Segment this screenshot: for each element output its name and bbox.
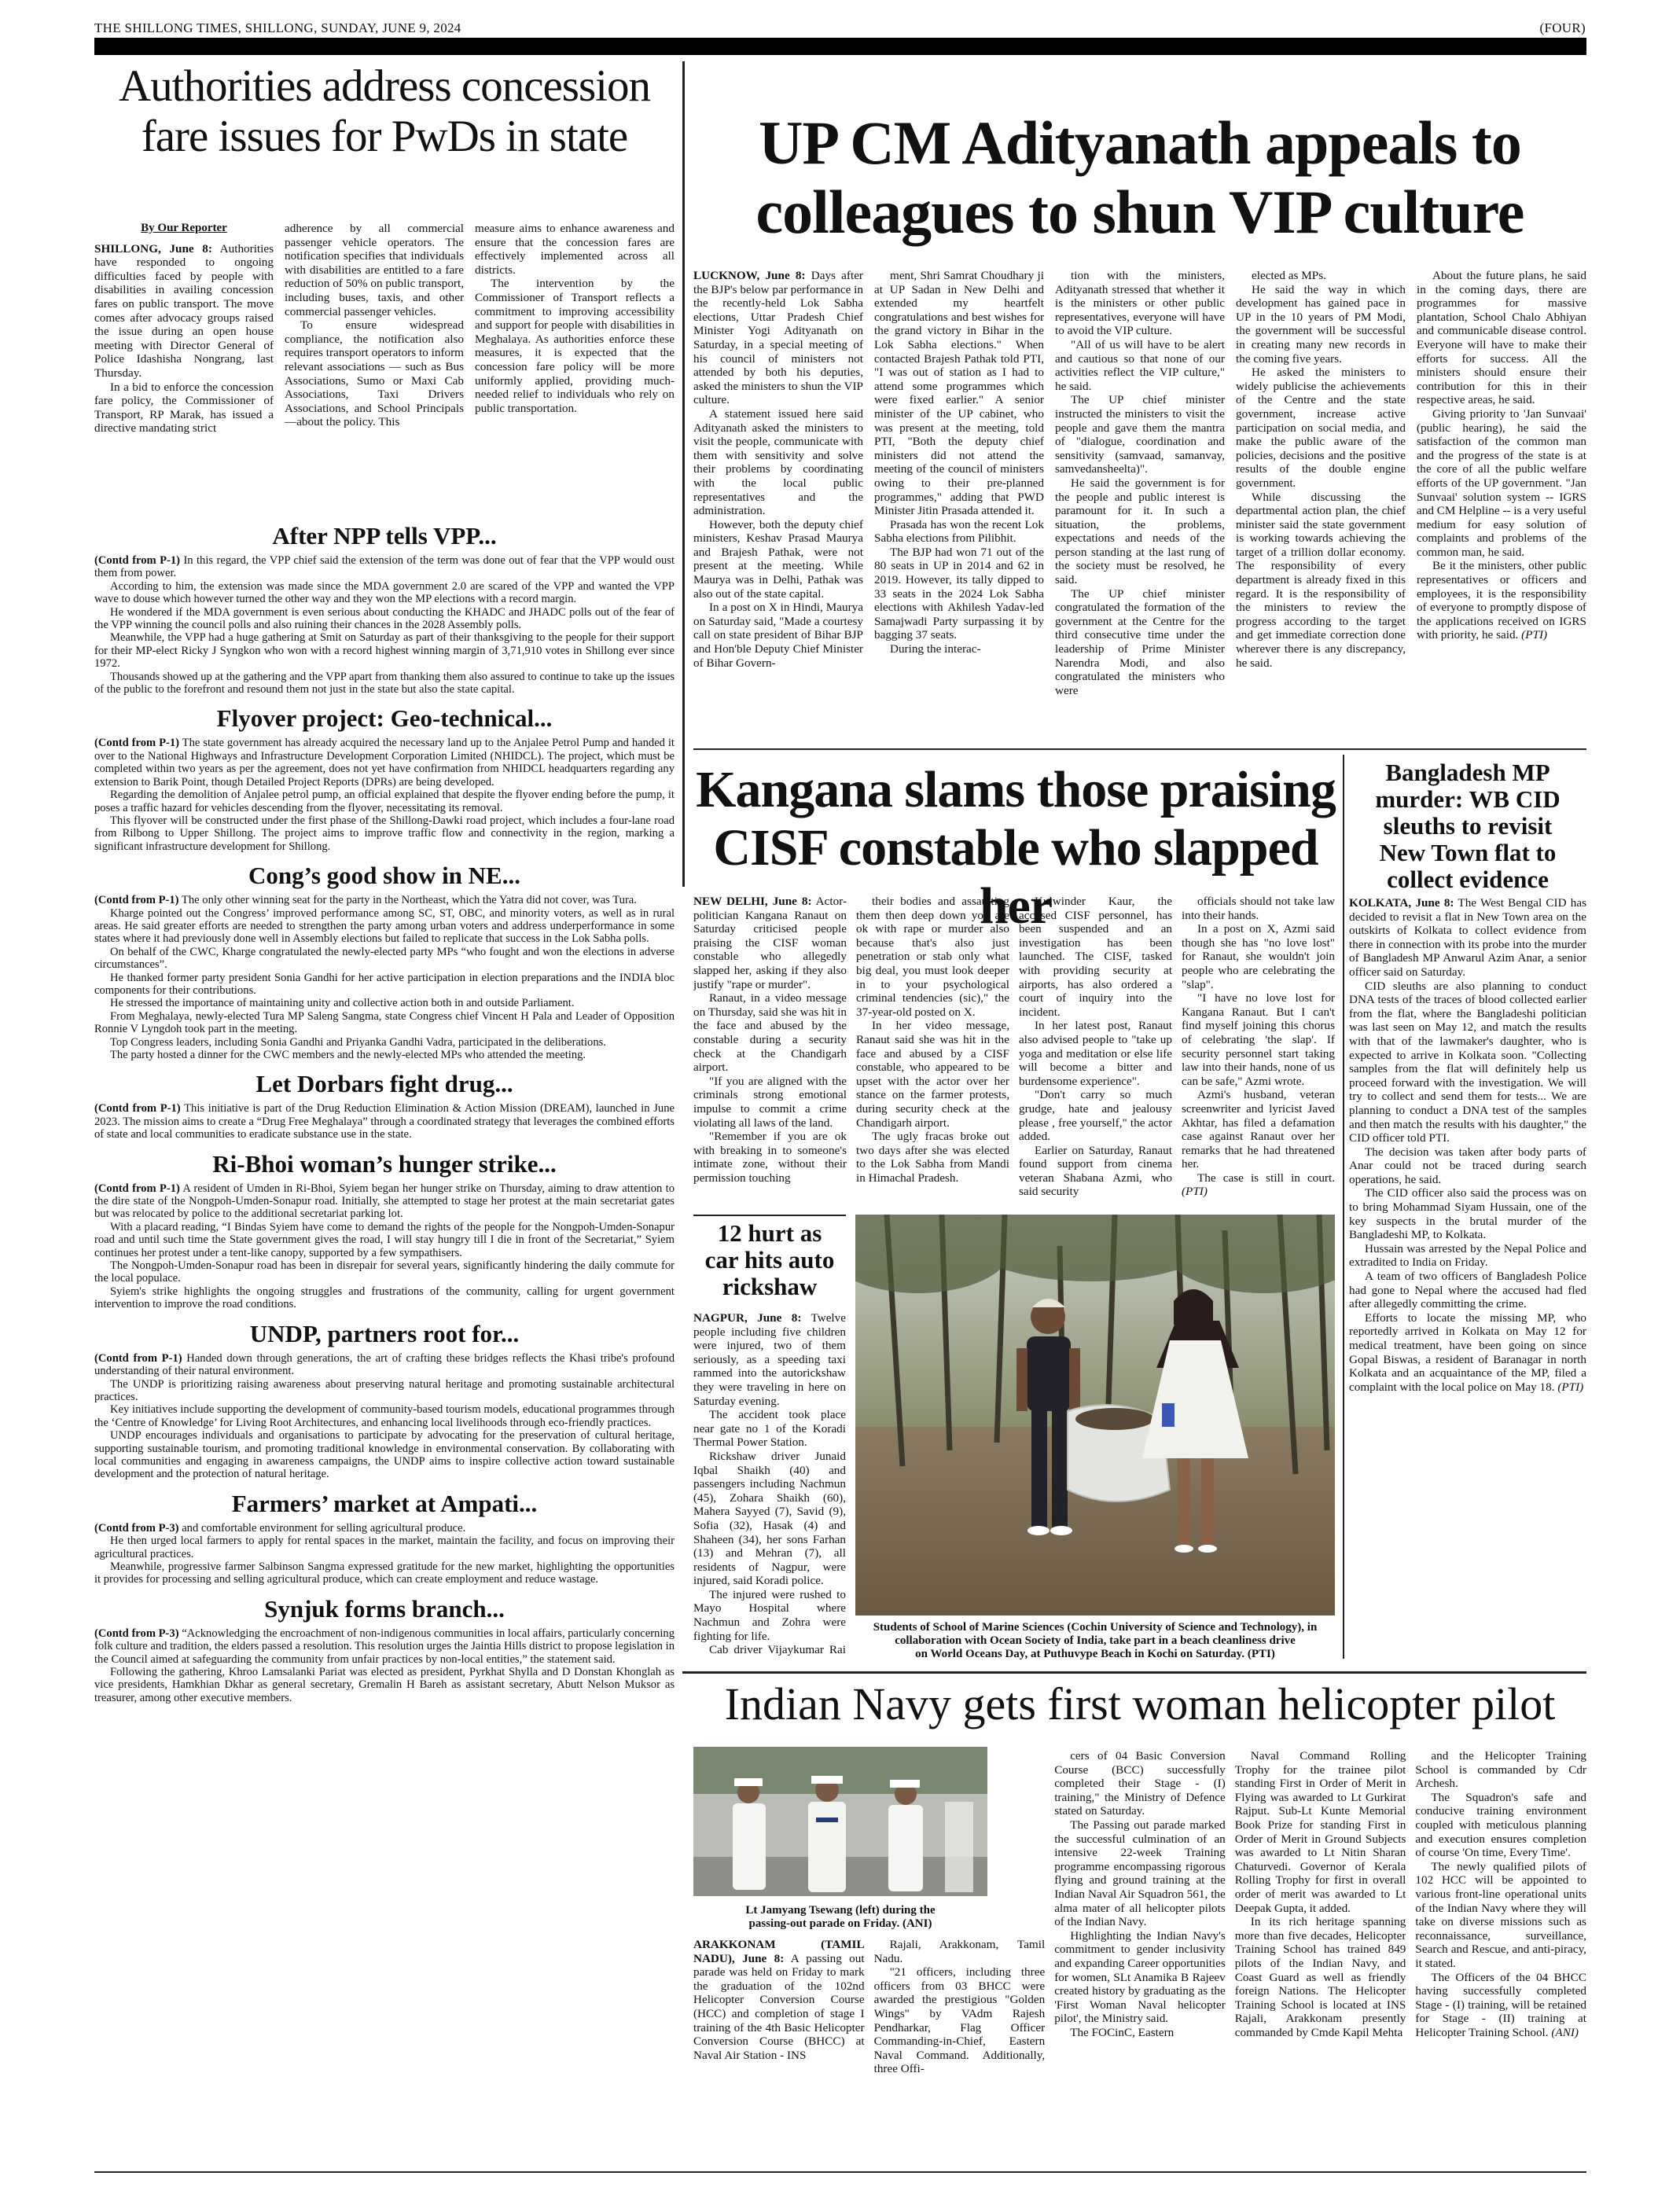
paragraph: [1055, 587, 1225, 698]
paragraph: [94, 1102, 675, 1141]
paragraph-text: adherence by all commercial passenger vehicle operators. The notification specifies that individuals with disabilities are entitled to a fare reduction of 50% on public transport, including buses, taxis, and other commercial passenger vehicles.: [285, 222, 464, 318]
paragraph-text: A resident of Umden in Ri-Bhoi, Syiem began her hunger strike on Thursday, aiming to draw attention to the dire state of the Nongpoh-Umden-Sonapur road. Initially, she attempted to stage her protest at the main secretariat gates but was relocated by police to the additional secretariat parking lot.: [94, 1182, 675, 1221]
continuation-marker: (Contd from P-1): [94, 1182, 180, 1195]
paragraph-text: and comfortable environment for selling agricultural produce.: [178, 1521, 466, 1535]
paragraph: [1236, 269, 1406, 283]
paragraph-text: He said the way in which development has gained pace in UP in the 10 years of PM Modi, the government will be successful in creating many new records in the coming five years.: [1236, 282, 1406, 366]
paragraph: [1349, 1311, 1586, 1395]
headline-line-2: fare issues for PwDs in state: [141, 112, 628, 161]
agency-credit: (ANI): [1548, 2025, 1579, 2039]
paragraph: [475, 277, 675, 415]
folio-line: [94, 20, 1586, 39]
story-up-cm-headline: [693, 108, 1586, 247]
paragraph: [1019, 1144, 1172, 1199]
continuation-heading: UNDP, partners root for...: [249, 1319, 520, 1347]
navy-parade-photo: [693, 1747, 987, 1896]
paragraph: [874, 642, 1044, 656]
paragraph-text: According to him, the extension was made since the MDA government 2.0 are scared of the VPP and wanted the VPP wave to douse which however turned the other way and they won the MP elections with a record margin.: [94, 579, 675, 606]
paragraph: [1417, 407, 1586, 560]
paragraph: [856, 895, 1009, 1019]
paragraph-text: their bodies and assaulting them then deep down you are ok with rape or murder also because that's also just penetration or stab only what big deal, you must look deeper in to your psychological criminal tendencies (sic)," the 37-year-old posted on X.: [856, 895, 1009, 1019]
paragraph-text: "If you are aligned with the criminals strong emotional impulse to commit a crime violating all laws of the land.: [693, 1074, 847, 1130]
paragraph-text: The intervention by the Commissioner of Transport reflects a commitment to improving accessibility and support for people with disabilities in Meghalaya. As authorities enforce these measures, it is expected that the concession fare policy will be more uniformly applied, providing much-needed relief to individuals who rely on public transportation.: [475, 277, 675, 415]
paragraph-text: In a bid to enforce the concession fare policy, the Commissioner of Transport, RP Marak, has issued a directive mandating strict: [94, 380, 274, 436]
text-column: [856, 895, 1009, 1209]
paragraph-text: Key initiatives include supporting the development of community-based tourism models, educational programmes through the ‘Centre of Knowledge’ for Living Root Architectures, and enhancing local livelihoods through eco-friendly practices.: [94, 1403, 675, 1429]
headline-line-2: CISF constable who slapped her: [713, 819, 1318, 935]
paragraph-text: Twelve people including five children were injured, two of them seriously, as a speeding taxi rammed into the autorickshaw they were traveling in here on Saturday evening.: [693, 1311, 846, 1408]
paragraph: [1054, 2026, 1226, 2040]
paragraph: [1349, 1186, 1586, 1241]
column-divider: [682, 61, 685, 887]
paragraph: [693, 991, 847, 1075]
paragraph: [1054, 1749, 1226, 1818]
paragraph: [94, 1182, 675, 1221]
agency-credit: (PTI): [1518, 628, 1548, 642]
paragraph-text: “Acknowledging the encroachment of non-indigenous communities in local affairs, particularly concerning folk culture and tradition, the elders passed a resolution. This resolution urges the Jaintia Hills district to propose legislation in the Council aimed at safeguarding the community from unfair practices by non-local entities,” the statement said.: [94, 1626, 675, 1666]
paragraph-text: The party hosted a dinner for the CWC members and the newly-elected MPs who attended the meeting.: [110, 1049, 586, 1061]
paragraph-text: Hussain was arrested by the Nepal Police and extradited to India on Friday.: [1349, 1241, 1586, 1270]
paragraph-text: The case is still in court.: [1197, 1171, 1335, 1185]
paragraph-text: The state government has already acquired the necessary land up to the Anjalee Petrol Pump and handed it over to the National Highways and Infrastructure Development Corporation Limited (NHIDCL). The project, which must be completed within two years as per the agreement, does not yet have confirmation from NHIDCL headquarters regarding any extension to Barik Point, though Detailed Project Reports (DPRs) are being developed.: [94, 737, 675, 788]
paragraph-text: cers of 04 Basic Conversion Course (BCC) successfully completed their Stage - (I) training," the Ministry of Defence stated on Saturday.: [1054, 1749, 1226, 1818]
paragraph-text: He asked the ministers to widely publicise the achievements of the Centre and the state government, increase active participation on social media, and make the public aware of the policies, decisions and the positive results of the double engine government.: [1236, 366, 1406, 490]
agency-credit: (PTI): [1554, 1380, 1584, 1394]
paragraph: [1349, 1270, 1586, 1311]
folio-left: THE SHILLONG TIMES, SHILLONG, SUNDAY, JUNE 9, 2024: [94, 20, 461, 35]
dateline: KOLKATA, June 8:: [1349, 896, 1454, 910]
paragraph: [1415, 1860, 1586, 1971]
paragraph: [94, 380, 274, 436]
paragraph-text: Actor-politician Kangana Ranaut on Saturday criticised people praising the CISF woman constable who allegedly slapped her, asking if they also justify "rape or murder".: [693, 895, 847, 991]
section-rule: [682, 1671, 1586, 1674]
masthead-bar: [94, 38, 1586, 55]
byline: By Our Reporter: [141, 222, 227, 234]
paragraph: [693, 1075, 847, 1130]
paragraph: [1055, 338, 1225, 393]
headline-line-2: car hits auto: [704, 1246, 835, 1274]
story-nagpur-headline: [693, 1220, 846, 1300]
dateline: NEW DELHI, June 8:: [693, 895, 812, 908]
paragraph: [94, 997, 675, 1009]
story-concession-col-2: [285, 222, 464, 528]
paragraph: [1417, 269, 1586, 407]
paragraph-text: This flyover will be constructed under the first phase of the Shillong-Dawki road project, which includes a four-lane road from Rilbong to Upper Shillong. The project aims to improve traffic flow and connectivity in the region, marking a significant infrastructure development for Shillong.: [94, 814, 675, 853]
continuation-marker: (Contd from P-1): [94, 554, 181, 567]
paragraph: [94, 1036, 675, 1049]
caption-line: on World Oceans Day, at Puthuvype Beach in Kochi on Saturday. (PTI): [915, 1648, 1275, 1660]
paragraph: [1415, 1791, 1586, 1860]
paragraph-text: In a post on X in Hindi, Maurya on Saturday said, "Made a courtesy call on state president of Bihar BJP and Hon'ble Deputy Chief Minister of Bihar Govern-: [693, 601, 863, 670]
paragraph-text: On behalf of the CWC, Kharge congratulated the newly-elected party MPs “who fought and won the elections in adverse circumstances”.: [94, 945, 675, 972]
paragraph-text: Kulwinder Kaur, the accused CISF personnel, has been suspended and an investigation has been launched. The CISF, tasked with providing security at airports, has also ordered a court of inquiry into the incident.: [1019, 895, 1172, 1019]
paragraph: [693, 407, 863, 518]
paragraph: [1236, 491, 1406, 671]
paragraph: [693, 1450, 846, 1588]
paragraph: [285, 318, 464, 429]
paragraph: [693, 1130, 847, 1185]
continuation-body: [94, 1102, 675, 1141]
beach-cleanup-illustration: [855, 1215, 1335, 1615]
paragraph-text: The injured were rushed to Mayo Hospital where Nachmun and Zohra were fighting for life.: [693, 1587, 846, 1643]
paragraph: [693, 1311, 846, 1408]
paragraph: [1182, 1088, 1335, 1171]
continuation-marker: (Contd from P-1): [94, 1351, 182, 1365]
paragraph-text: Prasada has won the recent Lok Sabha elections from Pilibhit.: [874, 517, 1044, 546]
continuation-heading: Ri-Bhoi woman’s hunger strike...: [212, 1149, 557, 1178]
paragraph-text: He then urged local farmers to apply for rental spaces in the market, maintain the facility, and focus on improving their agricultural practices.: [94, 1535, 675, 1560]
continuation-heading: Synjuk forms branch...: [264, 1594, 505, 1623]
paragraph-text: Thousands showed up at the gathering and the VPP apart from thanking them also assured to continue to take up the issues of the public to the forefront and resound them not just in the state but also the state capital.: [94, 670, 675, 697]
headline-line-2: murder: WB CID: [1375, 785, 1561, 813]
paragraph-text: Be it the ministers, other public representatives or officers and employees, it is the responsibility of everyone to promptly dispose of the applications received on IGRS with priority, he said.: [1417, 559, 1586, 642]
paragraph-text: The BJP had won 71 out of the 80 seats in UP in 2014 and 62 in 2019. However, its tally dipped to 33 seats in the 2024 Lok Sabha elections with Akhilesh Yadav-led Samajwadi Party surpassing it by bagging 37 seats.: [874, 545, 1044, 642]
paragraph-text: The UNDP is prioritizing raising awareness about preserving natural heritage and promoting sustainable architectural practices.: [94, 1377, 675, 1403]
paragraph: [1236, 366, 1406, 490]
paragraph-text: Kharge pointed out the Congress’ improved performance among SC, ST, OBC, and minority voters, as well as in rural areas. He said greater efforts are needed to strengthen the party among urban voters and address underperformance in some states where it had previously done well in Assembly elections but failed to replicate that success in the Lok Sabha polls.: [94, 906, 675, 946]
paragraph: [94, 737, 675, 788]
paragraph: [94, 1221, 675, 1259]
caption-line: collaboration with Ocean Society of India, take part in a beach cleanliness drive: [895, 1634, 1296, 1647]
paragraph-text: He wondered if the MDA government is even serious about conducting the KHADC and JHADC polls out of the fear of the VPP winning the council polls and also ruining their chances in the 2028 Assembly polls.: [94, 605, 675, 632]
paragraph: [1182, 1171, 1335, 1199]
paragraph-text: The newly qualified pilots of 102 HCC will be appointed to various front-line operational units of the Indian Navy where they will take on diverse missions such as reconnaissance, surveillance, Search and Rescue, and anti-piracy, it stated.: [1415, 1859, 1586, 1970]
paragraph-text: ment, Shri Samrat Choudhary ji at UP Sadan in New Delhi and extended my heartfelt congratulations and best wishes for the grand victory in Bihar in the Lok Sabha elections." When contacted Brajesh Pathak told PTI, "I was out of station as I had to attend some programmes which were fixed earlier." A senior minister of the UP cabinet, who was present at the meeting, told PTI, "Both the deputy chief ministers did not attend the meeting of the council of ministers owing to their pre-planned programmes," adding that PWD Minister Jitin Prasada attended it.: [874, 269, 1044, 518]
continuation-heading: After NPP tells VPP...: [272, 523, 497, 550]
paragraph: [1054, 1929, 1226, 2026]
paragraph-text: A passing out parade was held on Friday to mark the graduation of the 102nd Helicopter Conversion Course (HCC) and completion of stage I training of the 4th Basic Helicopter Conversion Course (BHCC) at Naval Air Station - INS: [693, 1951, 865, 2062]
story-concession-col-1: [94, 222, 274, 528]
caption-line: Lt Jamyang Tsewang (left) during the: [745, 1904, 936, 1917]
paragraph: [1349, 1242, 1586, 1270]
paragraph-text: "21 officers, including three officers from 03 BHCC were awarded the prestigious "Golden Wings" by VAdm Rajesh Pendharkar, Flag Officer Commanding-in-Chief, Eastern Naval Command. Additionally, three Offi-: [873, 1965, 1046, 2076]
text-column: [1235, 1749, 1406, 2166]
paragraph-text: Handed down through generations, the art of crafting these bridges reflects the Khasi tribe's profound understanding of their natural environment.: [94, 1351, 675, 1378]
text-column: [693, 895, 847, 1209]
paragraph: [1055, 269, 1225, 338]
paragraph: [874, 1965, 1046, 2076]
paragraph-text: UNDP encourages individuals and organisations to participate by advocating for the preservation of cultural heritage, supporting sustainable tourism, and promoting traditional knowledge in environmental conservation. By collaborating with local communities and engaging in awareness campaigns, the UNDP aims to inspire collective action toward sustainable development and the protection of natural heritage.: [94, 1429, 675, 1481]
story-nagpur-body: [693, 1311, 846, 1657]
paragraph-text: "I have no love lost for Kangana Ranaut. But I can't find myself joining this chorus of celebrating 'the slap'. If security personnel start taking law into their hands, none of us can be safe," Azmi wrote.: [1182, 991, 1335, 1088]
paragraph-text: The ugly fracas broke out two days after she was elected to the Lok Sabha from Mandi in Himachal Pradesh.: [856, 1130, 1009, 1185]
paragraph-text: Authorities have responded to ongoing difficulties faced by people with disabilities in availing concession fares on public transport. The move comes after advocacy groups raised the issue during an open house meeting with Director General of Police Idashisha Nongrang, last Thursday.: [94, 241, 274, 380]
paragraph-text: Meanwhile, the VPP had a huge gathering at Smit on Saturday as part of their thanksgiving to the people for their support for their MP-elect Ricky J Syngkon who won with a record highest winning margin of 3,71,910 votes in Shillong ever since 1972.: [94, 631, 675, 671]
paragraph-text: A statement issued here said Adityanath asked the ministers to visit the people, communicate with them with sensitivity and solve their problems by coordinating with the local public representatives and the administration.: [693, 406, 863, 518]
paragraph-text: Azmi's husband, veteran screenwriter and lyricist Javed Akhtar, has filed a defamation case against Ranaut over her remarks that he had threatened her.: [1182, 1088, 1335, 1171]
caption-line: Students of School of Marine Sciences (Cochin University of Science and Technology), in: [873, 1621, 1318, 1634]
paragraph: [1182, 922, 1335, 991]
text-column: [1236, 269, 1406, 741]
headline-line-1: Bangladesh MP: [1385, 759, 1550, 786]
paragraph-text: Earlier on Saturday, Ranaut found support from cinema veteran Shabana Azmi, who said security: [1019, 1143, 1172, 1199]
headline-line-1: UP CM Adityanath appeals to: [759, 108, 1521, 177]
paragraph: [94, 606, 675, 632]
dateline: NAGPUR, June 8:: [693, 1311, 802, 1325]
paragraph-text: Naval Command Rolling Trophy for the trainee pilot standing First in Order of Merit in Flying was awarded to Lt Gurkirat Rajput. Sub-Lt Kunte Memorial Book Prize for standing First in Order of Merit in Ground Subjects was awarded to Lt Nitin Sharan Chaturvedi. Governor of Kerala Rolling Trophy for first in overall order of merit was awarded to Lt Deepak Gupta, it added.: [1234, 1749, 1406, 1915]
text-column: [1055, 269, 1225, 741]
paragraph: [285, 222, 464, 318]
paragraph: [94, 972, 675, 998]
paragraph: [94, 1378, 675, 1404]
paragraph: [94, 1010, 675, 1036]
paragraph: [1054, 1818, 1226, 1929]
paragraph: [1235, 1915, 1406, 2039]
paragraph: [94, 554, 675, 580]
continuation-marker: (Contd from P-1): [94, 1102, 181, 1116]
paragraph-text: Highlighting the Indian Navy's commitment to gender inclusivity and expanding Career opportunities for women, SLt Anamika B Rajeev created history by graduating as the 'First Woman Naval helicopter pilot', the Ministry said.: [1054, 1928, 1226, 2026]
paragraph-text: He said the government is for the people and public interest is paramount for it. In such a situation, the problems, expectations and needs of the person standing at the last rung of the society must be resolved, he said.: [1055, 476, 1225, 587]
text-column: [1054, 1749, 1226, 2166]
paragraph: [874, 269, 1044, 518]
paragraph: [94, 1049, 675, 1061]
headline-line-4: New Town flat to: [1379, 839, 1557, 866]
paragraph: [1019, 895, 1172, 1019]
headline-line-1: Kangana slams those praising: [696, 761, 1336, 818]
paragraph-text: Following the gathering, Khroo Lamsalanki Pariat was elected as president, Pyrkhat Shylla and D Donstan Khonglah as vice presidents, Hamkhian Dkhar as general secretary, Gremalin H Bareh as assistant secretary, Abutt Nelson Muksor as treasurer, among other executive members.: [94, 1666, 675, 1704]
paragraph-text: Ranaut, in a video message on Thursday, said she was hit in the face and abused by the constable during a security check at the Chandigarh airport.: [693, 991, 847, 1075]
paragraph: [693, 1588, 846, 1643]
continuation-heading: Farmers’ market at Ampati...: [231, 1489, 538, 1517]
paragraph-text: "Remember if you are ok with breaking in to someone's intimate zone, without their permission touching: [693, 1130, 847, 1185]
paragraph: [1055, 393, 1225, 476]
paragraph: [693, 1408, 846, 1450]
paragraph: [94, 1352, 675, 1378]
paragraph-text: tion with the ministers, Adityanath stressed that whether it is the ministers or other public representatives, everyone will have to avoid the VIP culture.: [1055, 269, 1225, 338]
paragraph-text: During the interac-: [890, 642, 981, 656]
paragraph: [94, 671, 675, 697]
paragraph: [874, 518, 1044, 546]
continuation-marker: (Contd from P-3): [94, 1521, 179, 1535]
story-bangladesh-body: [1349, 896, 1586, 1674]
paragraph-text: The West Bengal CID has decided to revisit a flat in New Town area on the outskirts of Kolkata to collect evidence from there in connection with its probe into the murder of Bangladesh MP Anwarul Azim Anar, a senior officer said on Saturday.: [1349, 896, 1586, 979]
continuation-marker: (Contd from P-1): [94, 737, 180, 750]
paragraph-text: In her video message, Ranaut said she was hit in the face and abused by a CISF constable, who appeared to be upset with the actor over her stance on the farmer protests, during security check at the Chandigarh airport.: [856, 1019, 1009, 1130]
headline-line-2: colleagues to shun VIP culture: [755, 178, 1524, 246]
paragraph-text: A team of two officers of Bangladesh Police had gone to Nepal where the accused had fled after allegedly committing the crime.: [1349, 1270, 1586, 1311]
paragraph: [94, 1522, 675, 1535]
beach-cleanup-photo: [855, 1215, 1335, 1615]
paragraph: [94, 242, 274, 380]
headline-line-1: 12 hurt as: [717, 1219, 822, 1247]
paragraph-text: The FOCinC, Eastern: [1070, 2025, 1175, 2039]
paragraph-text: Meanwhile, progressive farmer Salbinson Sangma expressed gratitude for the new market, highlighting the opportunities it provides for processing and selling agricultural produce, which can create employment and reduce wastage.: [94, 1560, 675, 1586]
paragraph-text: Giving priority to 'Jan Sunvaai' (public hearing), he said the satisfaction of the common man and the progress of the state is at the core of all the public welfare efforts of the UP government. "Jan Sunvaai' solution system -- IGRS and CM Helpline -- is a very useful medium for easy solution of complaints and problems of the common man, he said.: [1417, 406, 1586, 559]
paragraph: [693, 895, 847, 991]
paragraph: [1182, 895, 1335, 922]
headline-line-1: Authorities address concession: [118, 61, 650, 111]
text-column: [874, 269, 1044, 741]
continuation-heading: Let Dorbars fight drug...: [255, 1070, 513, 1098]
paragraph-text: The UP chief minister congratulated the formation of the government at the Centre for the third consecutive time under the leadership of Prime Minister Narendra Modi, and also congratulated the ministers who were: [1055, 586, 1225, 697]
paragraph-text: officials should not take law into their hands.: [1182, 895, 1335, 922]
headline-line-3: sleuths to revisit: [1383, 812, 1553, 840]
paragraph: [693, 1938, 865, 2062]
section-rule: [693, 748, 1586, 750]
paragraph-text: Syiem's strike highlights the ongoing struggles and frustrations of the community, calling for urgent government intervention to improve the road conditions.: [94, 1285, 675, 1311]
paragraph-text: The Passing out parade marked the successful culmination of an intensive 22-week Training programme encompassing rigorous flying and ground training at the Indian Naval Air Squadron 561, the alma mater of all helicopter pilots of the Indian Navy.: [1054, 1818, 1226, 1929]
story-concession-headline: [94, 61, 675, 162]
continuation-heading: Cong’s good show in NE...: [248, 862, 520, 890]
continuation-marker: (Contd from P-3): [94, 1626, 179, 1640]
paragraph: [1182, 991, 1335, 1088]
headline-line-5: collect evidence: [1387, 866, 1549, 893]
paragraph: [94, 1627, 675, 1666]
text-column: [693, 1938, 865, 2166]
paragraph-text: However, both the deputy chief ministers, Keshav Prasad Maurya and Brajesh Pathak, were not present at the meeting. While Maurya was in Delhi, Pathak was also out of the state capital.: [693, 517, 863, 601]
paragraph: [94, 907, 675, 946]
story-bangladesh-headline: [1349, 759, 1586, 893]
text-column: [1019, 895, 1172, 1209]
paragraph: [94, 1666, 675, 1704]
paragraph-text: "All of us will have to be alert and cautious so that none of our activities reflect the VIP culture," he said.: [1055, 337, 1225, 393]
section-rule: [693, 1215, 846, 1216]
paragraph: [856, 1019, 1009, 1130]
dateline: ARAKKONAM (TAMIL NADU), June 8:: [693, 1938, 865, 1965]
paragraph-text: measure aims to enhance awareness and ensure that the concession fares are effectively implemented across all districts.: [475, 222, 675, 277]
paragraph-text: About the future plans, he said in the coming days, there are programmes for massive plantation, School Chalo Abhiyan and communicable disease control. Everyone will have to make their efforts for success. All the ministers should ensure their contribution for this in their respective areas, he said.: [1417, 269, 1586, 407]
navy-photo-caption: [693, 1904, 987, 1931]
continuation-body: [94, 894, 675, 1061]
paragraph-text: This initiative is part of the Drug Reduction Elimination & Action Mission (DREAM), launched in June 2023. The mission aims to create a “Drug Free Meghalaya” through a coordinated strategy that leverages the combined efforts of state and local communities to eradicate substance use in the state.: [94, 1102, 675, 1141]
paragraph-text: In its rich heritage spanning more than five decades, Helicopter Training School has trained 849 pilots of the Indian Navy, and Coast Guard as well as friendly foreign Nations. The Helicopter Training School is located at INS Rajali, Arakkonam presently commanded by Cmde Kapil Mehta: [1234, 1915, 1406, 2039]
beach-cleanup-caption: [855, 1621, 1335, 1661]
paragraph: [874, 1938, 1046, 1965]
text-column: [874, 1938, 1046, 2166]
paragraph: [94, 814, 675, 853]
paragraph-text: In a post on X, Azmi said though she has "no love lost" for Ranaut, she wouldn't join people who are celebrating the "slap".: [1182, 922, 1335, 991]
paragraph-text: In her latest post, Ranaut also advised people to "take up yoga and meditation or else life will become a bitter and burdensome experience".: [1019, 1019, 1172, 1088]
paragraph-text: elected as MPs.: [1252, 269, 1326, 282]
paragraph: [94, 946, 675, 972]
continuations-column: [94, 523, 675, 2158]
paragraph: [693, 601, 863, 670]
continuation-body: [94, 1352, 675, 1481]
paragraph-text: From Meghalaya, newly-elected Tura MP Saleng Sangma, state Congress chief Vincent H Pala and Leader of Opposition Ronnie V Lyngdoh took part in the meeting.: [94, 1009, 675, 1036]
headline-line-3: rickshaw: [722, 1273, 818, 1300]
continuation-body: [94, 1522, 675, 1586]
paragraph: [94, 1285, 675, 1311]
paragraph-text: The Officers of the 04 BHCC having successfully completed Stage - (I) training, will be retained for Stage - (II) training at Helicopter Training School.: [1415, 1970, 1586, 2039]
paragraph: [1019, 1019, 1172, 1088]
story-concession-col-3: [475, 222, 675, 528]
paragraph: [1349, 1145, 1586, 1187]
paragraph: [94, 1535, 675, 1560]
paragraph: [1019, 1088, 1172, 1143]
paragraph: [1349, 980, 1586, 1145]
paragraph-text: The accident took place near gate no 1 of the Koradi Thermal Power Station.: [693, 1408, 846, 1450]
paragraph-text: The CID officer also said the process was on to bring Mohammad Siyam Hussain, one of the key suspects in the brutal murder of the Bangladeshi MP, to Kolkata.: [1349, 1186, 1586, 1242]
folio-right: (FOUR): [1539, 20, 1586, 35]
paragraph: [693, 518, 863, 601]
continuation-body: [94, 554, 675, 696]
navy-parade-illustration: [693, 1747, 987, 1896]
paragraph-text: The Nongpoh-Umden-Sonapur road has been in disrepair for several years, significantly hindering the daily commute for the local populace.: [94, 1259, 675, 1285]
text-column: [693, 269, 863, 741]
paragraph-text: The only other winning seat for the party in the Northeast, which the Yatra did not cover, was Tura.: [178, 894, 637, 907]
paragraph-text: Regarding the demolition of Anjalee petrol pump, an official explained that despite the flyover ending before the pump, it poses a traffic hazard for vehicles descending from the flyover, necessitating its removal.: [94, 788, 675, 814]
paragraph-text: While discussing the departmental action plan, the chief minister said the state government is working towards achieving the target of a trillion dollar economy. The responsibility of every department is already fixed in this regard. It is the responsibility of the ministers to review the progress according to the target and get immediate correction done wherever there is any discrepancy, he said.: [1236, 490, 1406, 670]
continuation-heading: Flyover project: Geo-technical...: [216, 704, 553, 733]
text-column: [1182, 895, 1335, 1209]
paragraph: [1415, 1749, 1586, 1791]
dateline: SHILLONG, June 8:: [94, 241, 212, 255]
paragraph-text: and the Helicopter Training School is commanded by Cdr Archesh.: [1415, 1749, 1586, 1791]
paragraph: [693, 1643, 846, 1657]
paragraph-text: To ensure widespread compliance, the notification also requires transport operators to inform relevant associations — such as Bus Associations, Sumo or Maxi Cab Associations, Taxi Drivers Associations, and School Principals—about the policy. This: [285, 318, 464, 429]
paragraph-text: Cab driver Vijaykumar Rai: [709, 1643, 846, 1657]
paragraph: [94, 788, 675, 814]
paragraph: [1055, 476, 1225, 587]
paragraph-text: In this regard, the VPP chief said the extension of the term was done out of fear that the VPP would oust them from power.: [94, 554, 675, 580]
continuation-marker: (Contd from P-1): [94, 894, 179, 907]
paragraph-text: Days after the BJP's below par performance in the recently-held Lok Sabha elections, Uttar Pradesh Chief Minister Yogi Adityanath on Saturday, in a special meeting of his council of ministers not attended by both his deputies, asked the ministers to shun the VIP culture.: [693, 269, 863, 407]
paragraph: [856, 1130, 1009, 1185]
paragraph: [94, 580, 675, 606]
paragraph: [1236, 283, 1406, 366]
paragraph: [94, 1403, 675, 1429]
paragraph-text: Top Congress leaders, including Sonia Gandhi and Priyanka Gandhi Vadra, participated in the deliberations.: [110, 1035, 606, 1049]
paragraph: [1417, 559, 1586, 642]
paragraph-text: "Don't carry so much grudge, hate and jealousy please , free yourself," the actor added.: [1019, 1088, 1172, 1144]
dateline: LUCKNOW, June 8:: [693, 269, 806, 282]
paragraph: [1415, 1971, 1586, 2040]
paragraph: [475, 222, 675, 277]
paragraph-text: Rickshaw driver Junaid Iqbal Shaikh (40) and passengers including Nachmun (45), Zohara Shaikh (60), Mahera Sayyed (7), Savid (9), Sofia (32), Hasak (4) and Shaheen (34), her sons Farhan (13) and Mehran (7), all residents of Nagpur, were injured, said Koradi police.: [693, 1449, 846, 1588]
caption-line: passing-out parade on Friday. (ANI): [748, 1917, 932, 1930]
paragraph: [693, 269, 863, 407]
paragraph-text: Rajali, Arakkonam, Tamil Nadu.: [873, 1938, 1046, 1965]
paragraph: [1235, 1749, 1406, 1915]
continuation-body: [94, 1627, 675, 1704]
paragraph: [94, 894, 675, 906]
paragraph-text: The Squadron's safe and conducive training environment coupled with meticulous planning and execution ensures completion of course 'On time, Every Time'.: [1415, 1790, 1586, 1860]
column-divider: [1343, 755, 1344, 1659]
text-column: [1417, 269, 1586, 741]
paragraph: [94, 1560, 675, 1586]
paragraph: [94, 1259, 675, 1285]
continuation-body: [94, 1182, 675, 1311]
paragraph-text: The UP chief minister instructed the ministers to visit the people and gave them the mantra of "dialogue, coordination and sensitivity (samvaad, samanvay, samvedansheelta)".: [1055, 393, 1225, 476]
continuation-body: [94, 737, 675, 853]
bottom-rule: [94, 2171, 1586, 2173]
story-navy-headline: [693, 1678, 1586, 1731]
paragraph-text: With a placard reading, “I Bindas Syiem have come to demand the rights of the people for the Nongpoh-Umden-Sonapur road and until such time the State government gives the road, I will stay hungry till I die in front of the Secretariat,” Syiem continues her protest under a tent-like canopy, supported by a few sympathisers.: [94, 1220, 675, 1259]
paragraph-text: Efforts to locate the missing MP, who reportedly arrived in Kolkata on May 12 for medical treatment, have been going on since Gopal Biswas, a resident of Baranagar in north Kolkata and an acquaintance of the MP, filed a complaint with the local police on May 18.: [1349, 1310, 1586, 1394]
agency-credit: (PTI): [1182, 1185, 1208, 1199]
paragraph: [94, 631, 675, 670]
paragraph: [874, 546, 1044, 642]
text-column: [1415, 1749, 1586, 2166]
paragraph-text: CID sleuths are also planning to conduct DNA tests of the traces of blood collected earlier from the flat, where the Bangladeshi politician was last seen on May 12, and match the results with that of the lawmaker's daughter, who is expected to arrive in Kolkata soon. "Collecting samples from the flat will definitely help us proceed forward with the investigation. We will try to collect and send them for tests... We are planning to conduct a DNA test of the samples and then match the results with his daughter," the CID officer told PTI.: [1349, 979, 1586, 1145]
paragraph-text: He stressed the importance of maintaining unity and collective action both in and outside Parliament.: [110, 997, 575, 1010]
paragraph-text: He thanked former party president Sonia Gandhi for her active participation in election preparations and the INDIA bloc components for their contributions.: [94, 971, 675, 997]
headline-text: Indian Navy gets first woman helicopter pilot: [724, 1678, 1556, 1729]
paragraph: [94, 1429, 675, 1481]
paragraph-text: The decision was taken after body parts of Anar could not be traced during search operations, he said.: [1349, 1145, 1586, 1186]
paragraph: [1349, 896, 1586, 980]
